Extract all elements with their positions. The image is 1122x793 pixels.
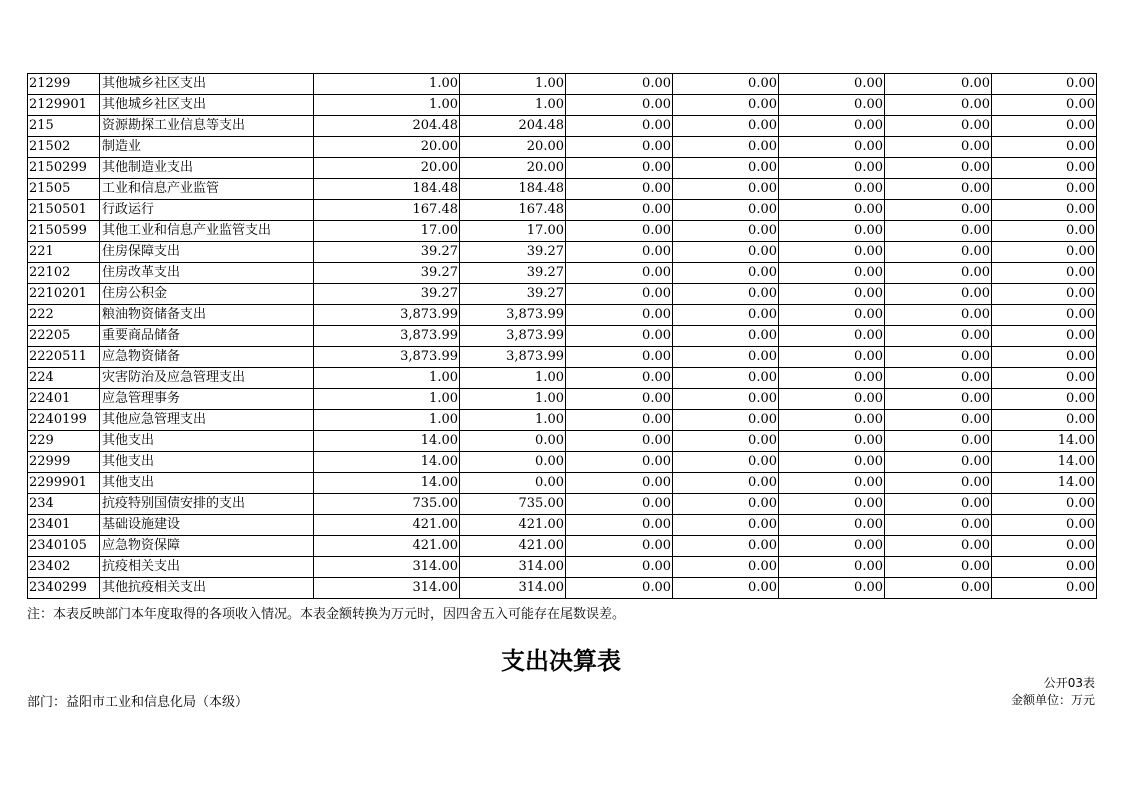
amount-cell: 0.00 [673, 95, 779, 116]
amount-cell: 0.00 [885, 389, 992, 410]
amount-cell: 0.00 [885, 158, 992, 179]
subject-code-cell: 2129901 [28, 95, 100, 116]
amount-cell: 0.00 [673, 326, 779, 347]
subject-code-cell: 224 [28, 368, 100, 389]
table-row [28, 116, 1097, 137]
amount-cell: 0.00 [885, 242, 992, 263]
table-row [28, 494, 1097, 515]
amount-cell: 0.00 [779, 305, 885, 326]
amount-cell: 0.00 [566, 263, 673, 284]
amount-cell: 14.00 [992, 473, 1097, 494]
subject-code-cell: 2340105 [28, 536, 100, 557]
amount-cell: 0.00 [992, 137, 1097, 158]
table-note: 注：本表反映部门本年度取得的各项收入情况。本表金额转换为万元时，因四舍五入可能存在尾数误差。 [27, 607, 626, 622]
amount-cell: 0.00 [779, 536, 885, 557]
amount-cell: 0.00 [673, 494, 779, 515]
subject-code-cell: 2150501 [28, 200, 100, 221]
amount-cell: 0.00 [673, 368, 779, 389]
amount-cell: 0.00 [566, 179, 673, 200]
amount-cell: 0.00 [460, 452, 566, 473]
amount-cell: 421.00 [460, 515, 566, 536]
subject-name-cell: 住房改革支出 [100, 263, 314, 284]
amount-cell: 0.00 [566, 494, 673, 515]
subject-name-cell: 应急管理事务 [100, 389, 314, 410]
subject-name-cell: 其他支出 [100, 431, 314, 452]
amount-cell: 0.00 [779, 200, 885, 221]
amount-cell: 167.48 [314, 200, 460, 221]
amount-cell: 1.00 [460, 74, 566, 95]
amount-cell: 39.27 [460, 242, 566, 263]
amount-cell: 0.00 [992, 557, 1097, 578]
amount-cell: 0.00 [673, 557, 779, 578]
amount-cell: 0.00 [992, 578, 1097, 599]
amount-cell: 39.27 [314, 284, 460, 305]
amount-cell: 0.00 [566, 389, 673, 410]
amount-cell: 0.00 [885, 326, 992, 347]
amount-cell: 1.00 [314, 410, 460, 431]
amount-cell: 0.00 [885, 452, 992, 473]
amount-cell: 0.00 [992, 158, 1097, 179]
amount-cell: 0.00 [992, 347, 1097, 368]
table-row [28, 368, 1097, 389]
amount-cell: 0.00 [673, 305, 779, 326]
subject-code-cell: 215 [28, 116, 100, 137]
amount-cell: 0.00 [566, 284, 673, 305]
subject-name-cell: 资源勘探工业信息等支出 [100, 116, 314, 137]
amount-cell: 1.00 [314, 389, 460, 410]
subject-code-cell: 2299901 [28, 473, 100, 494]
table-row [28, 221, 1097, 242]
subject-name-cell: 其他支出 [100, 473, 314, 494]
amount-cell: 0.00 [566, 515, 673, 536]
amount-cell: 0.00 [779, 116, 885, 137]
amount-cell: 0.00 [885, 263, 992, 284]
amount-cell: 39.27 [460, 284, 566, 305]
amount-cell: 0.00 [779, 452, 885, 473]
amount-cell: 0.00 [779, 578, 885, 599]
amount-cell: 0.00 [566, 242, 673, 263]
amount-cell: 14.00 [314, 473, 460, 494]
amount-cell: 0.00 [885, 74, 992, 95]
amount-cell: 0.00 [460, 431, 566, 452]
subject-code-cell: 234 [28, 494, 100, 515]
amount-cell: 0.00 [779, 137, 885, 158]
amount-cell: 0.00 [885, 536, 992, 557]
amount-cell: 0.00 [673, 116, 779, 137]
amount-cell: 0.00 [885, 557, 992, 578]
amount-cell: 0.00 [566, 137, 673, 158]
amount-cell: 20.00 [460, 137, 566, 158]
amount-cell: 3,873.99 [460, 305, 566, 326]
amount-cell: 735.00 [460, 494, 566, 515]
amount-cell: 3,873.99 [460, 347, 566, 368]
subject-code-cell: 21299 [28, 74, 100, 95]
table-row [28, 536, 1097, 557]
table-row [28, 431, 1097, 452]
amount-cell: 0.00 [885, 410, 992, 431]
subject-code-cell: 21505 [28, 179, 100, 200]
subject-name-cell: 其他支出 [100, 452, 314, 473]
amount-cell: 0.00 [992, 179, 1097, 200]
subject-name-cell: 粮油物资储备支出 [100, 305, 314, 326]
table-row [28, 137, 1097, 158]
subject-code-cell: 22401 [28, 389, 100, 410]
amount-cell: 0.00 [673, 242, 779, 263]
subject-name-cell: 制造业 [100, 137, 314, 158]
amount-cell: 1.00 [314, 74, 460, 95]
amount-cell: 0.00 [779, 263, 885, 284]
amount-cell: 0.00 [779, 410, 885, 431]
subject-code-cell: 2220511 [28, 347, 100, 368]
amount-cell: 0.00 [885, 221, 992, 242]
amount-cell: 0.00 [673, 536, 779, 557]
amount-cell: 17.00 [460, 221, 566, 242]
amount-cell: 0.00 [566, 473, 673, 494]
amount-cell: 421.00 [314, 536, 460, 557]
table-row [28, 452, 1097, 473]
amount-cell: 0.00 [566, 578, 673, 599]
amount-cell: 0.00 [885, 95, 992, 116]
amount-cell: 0.00 [992, 410, 1097, 431]
amount-cell: 14.00 [314, 431, 460, 452]
amount-cell: 0.00 [673, 389, 779, 410]
table-row [28, 179, 1097, 200]
subject-code-cell: 21502 [28, 137, 100, 158]
subject-name-cell: 行政运行 [100, 200, 314, 221]
amount-cell: 0.00 [992, 368, 1097, 389]
amount-cell: 1.00 [314, 368, 460, 389]
amount-cell: 0.00 [673, 284, 779, 305]
amount-cell: 0.00 [885, 284, 992, 305]
subject-name-cell: 灾害防治及应急管理支出 [100, 368, 314, 389]
amount-cell: 0.00 [566, 116, 673, 137]
amount-cell: 204.48 [460, 116, 566, 137]
amount-cell: 0.00 [992, 326, 1097, 347]
table-row [28, 305, 1097, 326]
amount-cell: 0.00 [992, 389, 1097, 410]
table-row [28, 263, 1097, 284]
subject-name-cell: 抗疫特别国债安排的支出 [100, 494, 314, 515]
subject-name-cell: 住房保障支出 [100, 242, 314, 263]
amount-cell: 0.00 [779, 473, 885, 494]
amount-cell: 0.00 [992, 95, 1097, 116]
amount-cell: 0.00 [992, 116, 1097, 137]
amount-cell: 0.00 [779, 95, 885, 116]
amount-cell: 314.00 [460, 557, 566, 578]
amount-cell: 0.00 [673, 263, 779, 284]
form-number: 公开03表 [1043, 676, 1095, 690]
subject-name-cell: 其他应急管理支出 [100, 410, 314, 431]
amount-cell: 0.00 [779, 326, 885, 347]
amount-cell: 0.00 [885, 494, 992, 515]
table-row [28, 389, 1097, 410]
amount-cell: 0.00 [566, 200, 673, 221]
subject-name-cell: 应急物资保障 [100, 536, 314, 557]
amount-cell: 0.00 [992, 200, 1097, 221]
table-row [28, 347, 1097, 368]
amount-cell: 421.00 [314, 515, 460, 536]
amount-cell: 0.00 [673, 347, 779, 368]
amount-cell: 3,873.99 [314, 305, 460, 326]
amount-cell: 3,873.99 [314, 347, 460, 368]
subject-code-cell: 22102 [28, 263, 100, 284]
subject-name-cell: 工业和信息产业监管 [100, 179, 314, 200]
amount-cell: 0.00 [673, 410, 779, 431]
page-title: 支出决算表 [501, 647, 621, 675]
amount-cell: 0.00 [566, 452, 673, 473]
amount-cell: 0.00 [779, 284, 885, 305]
amount-cell: 39.27 [314, 242, 460, 263]
amount-cell: 0.00 [673, 200, 779, 221]
amount-cell: 0.00 [673, 431, 779, 452]
amount-cell: 0.00 [779, 242, 885, 263]
amount-cell: 184.48 [314, 179, 460, 200]
amount-cell: 0.00 [566, 95, 673, 116]
subject-code-cell: 2240199 [28, 410, 100, 431]
amount-cell: 3,873.99 [314, 326, 460, 347]
table-row [28, 242, 1097, 263]
amount-cell: 39.27 [460, 263, 566, 284]
amount-cell: 735.00 [314, 494, 460, 515]
table-row [28, 95, 1097, 116]
amount-cell: 1.00 [460, 389, 566, 410]
amount-cell: 0.00 [779, 515, 885, 536]
income-table-section [27, 73, 1096, 599]
amount-cell: 20.00 [314, 158, 460, 179]
amount-cell: 0.00 [992, 305, 1097, 326]
subject-code-cell: 23401 [28, 515, 100, 536]
amount-cell: 0.00 [673, 137, 779, 158]
amount-cell: 0.00 [992, 263, 1097, 284]
amount-cell: 0.00 [673, 158, 779, 179]
subject-name-cell: 抗疫相关支出 [100, 557, 314, 578]
amount-cell: 314.00 [314, 557, 460, 578]
amount-cell: 3,873.99 [460, 326, 566, 347]
table-row [28, 557, 1097, 578]
amount-cell: 0.00 [779, 494, 885, 515]
amount-cell: 0.00 [566, 557, 673, 578]
amount-cell: 0.00 [779, 389, 885, 410]
amount-cell: 0.00 [992, 515, 1097, 536]
amount-cell: 0.00 [779, 221, 885, 242]
amount-cell: 0.00 [779, 431, 885, 452]
amount-cell: 0.00 [673, 515, 779, 536]
amount-cell: 0.00 [885, 200, 992, 221]
amount-cell: 14.00 [992, 452, 1097, 473]
amount-cell: 167.48 [460, 200, 566, 221]
amount-cell: 0.00 [992, 74, 1097, 95]
amount-cell: 0.00 [779, 74, 885, 95]
amount-cell: 0.00 [992, 284, 1097, 305]
subject-code-cell: 23402 [28, 557, 100, 578]
subject-name-cell: 其他制造业支出 [100, 158, 314, 179]
department-label: 部门：益阳市工业和信息化局（本级） [27, 695, 249, 710]
income-table [27, 73, 1097, 599]
amount-cell: 0.00 [566, 368, 673, 389]
amount-cell: 0.00 [885, 431, 992, 452]
amount-unit-label: 金额单位：万元 [1010, 693, 1095, 707]
amount-cell: 17.00 [314, 221, 460, 242]
amount-cell: 0.00 [673, 578, 779, 599]
amount-cell: 14.00 [314, 452, 460, 473]
amount-cell: 314.00 [460, 578, 566, 599]
subject-code-cell: 222 [28, 305, 100, 326]
subject-name-cell: 重要商品储备 [100, 326, 314, 347]
amount-cell: 0.00 [885, 473, 992, 494]
amount-cell: 0.00 [566, 305, 673, 326]
table-row [28, 326, 1097, 347]
amount-cell: 20.00 [460, 158, 566, 179]
amount-cell: 0.00 [673, 74, 779, 95]
subject-code-cell: 2340299 [28, 578, 100, 599]
amount-cell: 0.00 [885, 116, 992, 137]
amount-cell: 14.00 [992, 431, 1097, 452]
amount-cell: 0.00 [885, 137, 992, 158]
subject-name-cell: 基础设施建设 [100, 515, 314, 536]
amount-cell: 0.00 [992, 221, 1097, 242]
subject-name-cell: 应急物资储备 [100, 347, 314, 368]
amount-cell: 0.00 [885, 368, 992, 389]
amount-cell: 0.00 [673, 221, 779, 242]
amount-cell: 0.00 [566, 326, 673, 347]
table-row [28, 473, 1097, 494]
amount-cell: 0.00 [566, 221, 673, 242]
subject-name-cell: 其他城乡社区支出 [100, 74, 314, 95]
amount-cell: 204.48 [314, 116, 460, 137]
amount-cell: 0.00 [779, 179, 885, 200]
subject-code-cell: 2150599 [28, 221, 100, 242]
amount-cell: 184.48 [460, 179, 566, 200]
amount-cell: 0.00 [673, 473, 779, 494]
amount-cell: 20.00 [314, 137, 460, 158]
subject-name-cell: 其他工业和信息产业监管支出 [100, 221, 314, 242]
amount-cell: 0.00 [673, 452, 779, 473]
amount-cell: 1.00 [460, 368, 566, 389]
amount-cell: 0.00 [992, 536, 1097, 557]
subject-code-cell: 22205 [28, 326, 100, 347]
amount-cell: 0.00 [566, 410, 673, 431]
amount-cell: 1.00 [460, 410, 566, 431]
amount-cell: 0.00 [885, 347, 992, 368]
table-row [28, 74, 1097, 95]
table-row [28, 200, 1097, 221]
amount-cell: 314.00 [314, 578, 460, 599]
subject-code-cell: 2210201 [28, 284, 100, 305]
amount-cell: 0.00 [566, 74, 673, 95]
amount-cell: 0.00 [460, 473, 566, 494]
amount-cell: 0.00 [566, 158, 673, 179]
amount-cell: 0.00 [673, 179, 779, 200]
subject-name-cell: 住房公积金 [100, 284, 314, 305]
table-row [28, 578, 1097, 599]
amount-cell: 421.00 [460, 536, 566, 557]
table-body [28, 74, 1097, 599]
amount-cell: 0.00 [885, 305, 992, 326]
amount-cell: 0.00 [779, 347, 885, 368]
amount-cell: 0.00 [566, 536, 673, 557]
amount-cell: 0.00 [885, 515, 992, 536]
amount-cell: 0.00 [779, 158, 885, 179]
table-row [28, 284, 1097, 305]
amount-cell: 0.00 [779, 368, 885, 389]
amount-cell: 0.00 [566, 431, 673, 452]
table-row [28, 410, 1097, 431]
subject-code-cell: 229 [28, 431, 100, 452]
table-row [28, 515, 1097, 536]
subject-code-cell: 22999 [28, 452, 100, 473]
subject-code-cell: 221 [28, 242, 100, 263]
amount-cell: 0.00 [992, 494, 1097, 515]
subject-code-cell: 2150299 [28, 158, 100, 179]
amount-cell: 0.00 [566, 347, 673, 368]
amount-cell: 1.00 [314, 95, 460, 116]
amount-cell: 39.27 [314, 263, 460, 284]
amount-cell: 1.00 [460, 95, 566, 116]
table-row [28, 158, 1097, 179]
amount-cell: 0.00 [885, 578, 992, 599]
subject-name-cell: 其他抗疫相关支出 [100, 578, 314, 599]
amount-cell: 0.00 [885, 179, 992, 200]
amount-cell: 0.00 [992, 242, 1097, 263]
amount-cell: 0.00 [779, 557, 885, 578]
subject-name-cell: 其他城乡社区支出 [100, 95, 314, 116]
